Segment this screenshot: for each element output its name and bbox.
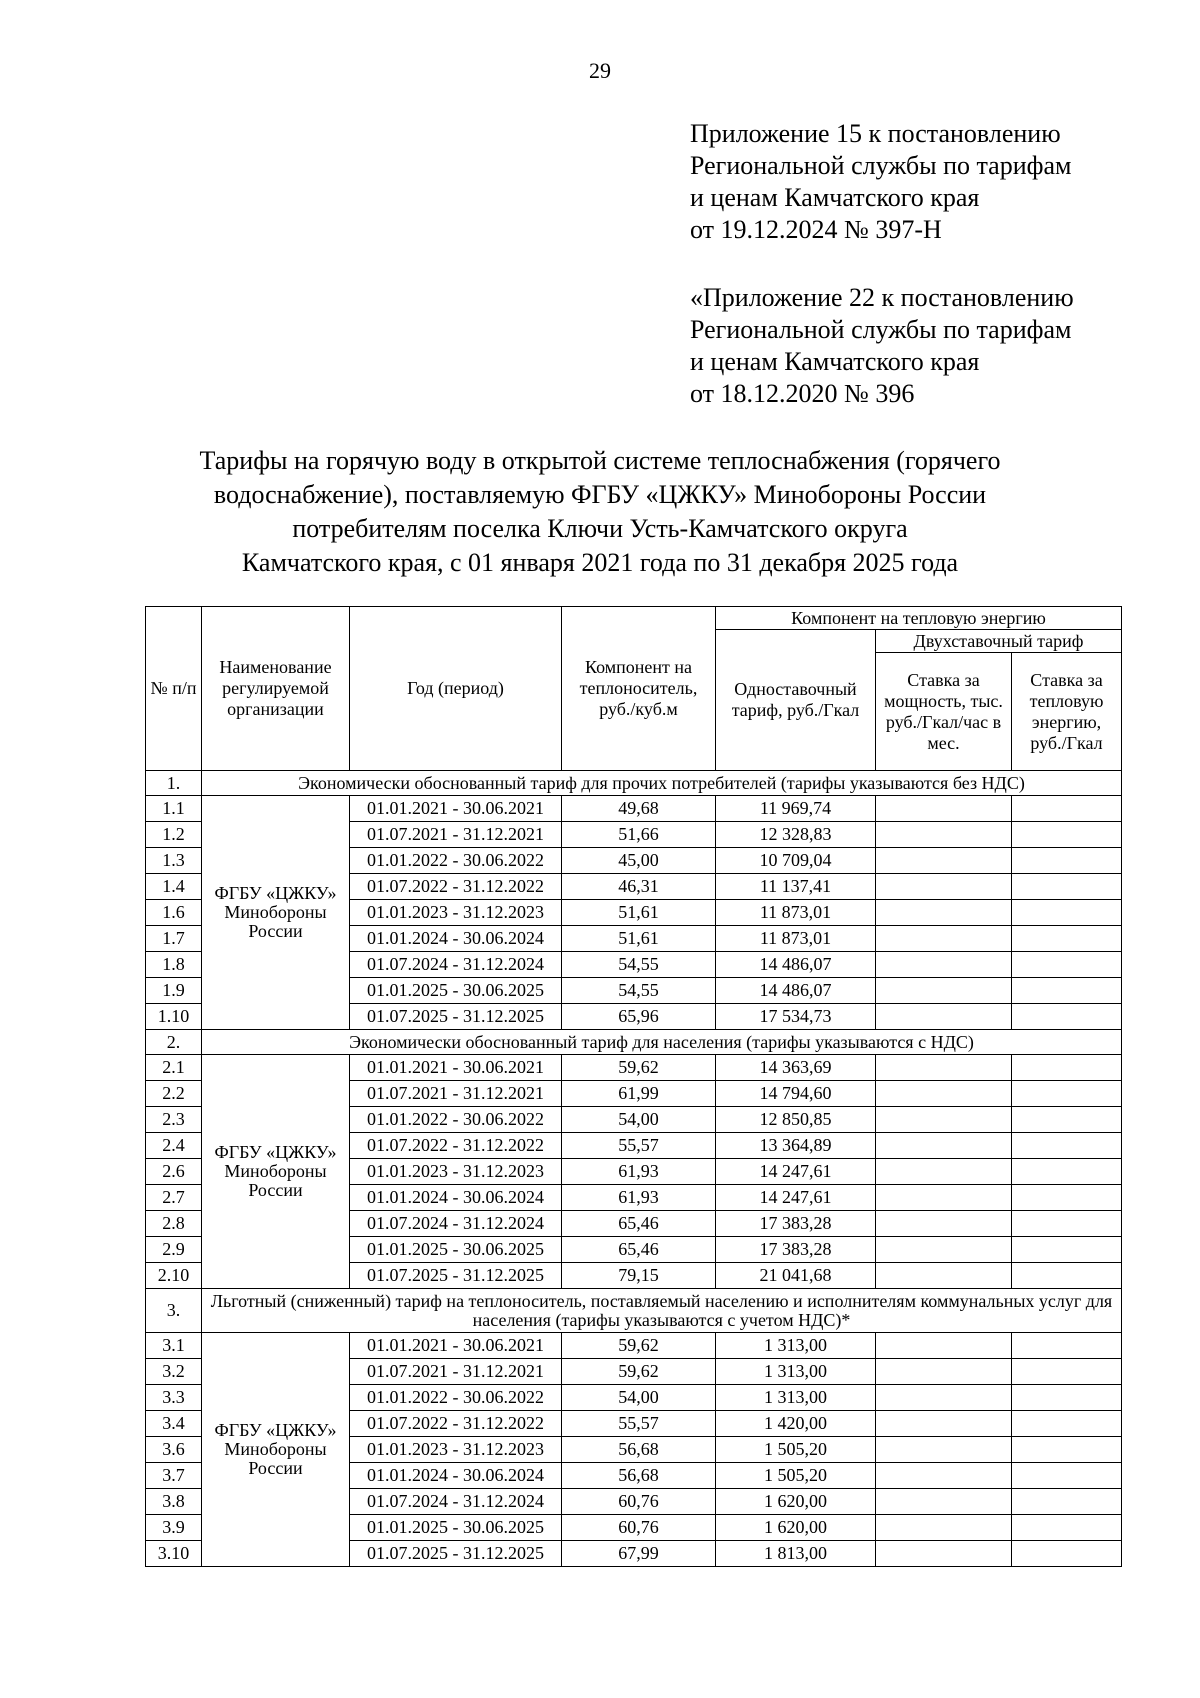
row-period: 01.01.2022 - 30.06.2022: [350, 848, 562, 874]
row-single-rate: 1 620,00: [716, 1489, 876, 1515]
row-carrier-component: 59,62: [562, 1359, 716, 1385]
row-single-rate: 14 794,60: [716, 1081, 876, 1107]
row-carrier-component: 61,93: [562, 1159, 716, 1185]
row-capacity-rate: [876, 1237, 1012, 1263]
row-capacity-rate: [876, 1489, 1012, 1515]
appendix-current-line: Приложение 15 к постановлению: [690, 119, 1061, 148]
row-carrier-component: 59,62: [562, 1055, 716, 1081]
row-capacity-rate: [876, 1185, 1012, 1211]
row-carrier-component: 54,55: [562, 978, 716, 1004]
row-capacity-rate: [876, 1211, 1012, 1237]
row-single-rate: 1 813,00: [716, 1541, 876, 1567]
row-energy-rate: [1012, 1004, 1122, 1030]
row-carrier-component: 59,62: [562, 1333, 716, 1359]
appendix-original-line: «Приложение 22 к постановлению: [690, 283, 1074, 312]
row-single-rate: 1 313,00: [716, 1359, 876, 1385]
row-period: 01.01.2025 - 30.06.2025: [350, 1237, 562, 1263]
row-single-rate: 1 620,00: [716, 1515, 876, 1541]
header-capacity-rate: Ставка за мощность, тыс. руб./Гкал/час в мес.: [876, 653, 1012, 771]
header-org: Наименование регулируемой организации: [202, 607, 350, 771]
row-period: 01.07.2022 - 31.12.2022: [350, 1411, 562, 1437]
row-carrier-component: 61,93: [562, 1185, 716, 1211]
row-num: 3.3: [146, 1385, 202, 1411]
row-carrier-component: 65,46: [562, 1237, 716, 1263]
row-single-rate: 1 313,00: [716, 1385, 876, 1411]
table-row: [146, 1055, 1122, 1081]
row-energy-rate: [1012, 1437, 1122, 1463]
row-carrier-component: 55,57: [562, 1411, 716, 1437]
row-single-rate: 1 505,20: [716, 1437, 876, 1463]
row-energy-rate: [1012, 1237, 1122, 1263]
row-period: 01.07.2024 - 31.12.2024: [350, 1489, 562, 1515]
row-num: 1.7: [146, 926, 202, 952]
row-single-rate: 1 505,20: [716, 1463, 876, 1489]
row-single-rate: 1 313,00: [716, 1333, 876, 1359]
row-carrier-component: 56,68: [562, 1437, 716, 1463]
document-title: [150, 444, 1050, 580]
row-period: 01.07.2025 - 31.12.2025: [350, 1541, 562, 1567]
appendix-current-line: и ценам Камчатского края: [690, 183, 980, 212]
tariffs-table-body: [146, 607, 1122, 1567]
row-num: 2.7: [146, 1185, 202, 1211]
row-single-rate: 10 709,04: [716, 848, 876, 874]
row-period: 01.01.2025 - 30.06.2025: [350, 978, 562, 1004]
org-name: ФГБУ «ЦЖКУ» Минобороны России: [202, 1055, 350, 1289]
row-energy-rate: [1012, 796, 1122, 822]
row-energy-rate: [1012, 1359, 1122, 1385]
row-num: 1.4: [146, 874, 202, 900]
row-period: 01.01.2023 - 31.12.2023: [350, 1437, 562, 1463]
row-capacity-rate: [876, 1333, 1012, 1359]
row-energy-rate: [1012, 978, 1122, 1004]
row-energy-rate: [1012, 1333, 1122, 1359]
appendix-original-line: от 18.12.2020 № 396: [690, 379, 915, 408]
row-single-rate: 21 041,68: [716, 1263, 876, 1289]
row-period: 01.01.2024 - 30.06.2024: [350, 1185, 562, 1211]
row-capacity-rate: [876, 1541, 1012, 1567]
row-period: 01.01.2024 - 30.06.2024: [350, 926, 562, 952]
row-num: 2.10: [146, 1263, 202, 1289]
row-capacity-rate: [876, 952, 1012, 978]
row-period: 01.07.2025 - 31.12.2025: [350, 1263, 562, 1289]
row-capacity-rate: [876, 1004, 1012, 1030]
row-single-rate: 11 873,01: [716, 900, 876, 926]
title-line: потребителям поселка Ключи Усть-Камчатского округа: [292, 514, 908, 543]
row-carrier-component: 54,55: [562, 952, 716, 978]
row-num: 2.6: [146, 1159, 202, 1185]
appendix-current-line: от 19.12.2024 № 397-Н: [690, 215, 942, 244]
row-capacity-rate: [876, 796, 1012, 822]
section-row: [146, 1289, 1122, 1333]
row-num: 2.1: [146, 1055, 202, 1081]
section-title: Экономически обоснованный тариф для прочих потребителей (тарифы указываются без НДС): [202, 771, 1122, 796]
row-num: 1.6: [146, 900, 202, 926]
appendix-original-line: и ценам Камчатского края: [690, 347, 980, 376]
row-energy-rate: [1012, 1463, 1122, 1489]
row-num: 2.9: [146, 1237, 202, 1263]
section-title: Льготный (сниженный) тариф на теплоноситель, поставляемый населению и исполнителям коммунальных услуг для населения (тарифы указываются с учетом НДС)*: [202, 1289, 1122, 1333]
row-carrier-component: 67,99: [562, 1541, 716, 1567]
row-num: 3.2: [146, 1359, 202, 1385]
row-carrier-component: 79,15: [562, 1263, 716, 1289]
row-capacity-rate: [876, 1463, 1012, 1489]
row-single-rate: 14 247,61: [716, 1185, 876, 1211]
row-capacity-rate: [876, 978, 1012, 1004]
row-capacity-rate: [876, 1107, 1012, 1133]
row-period: 01.01.2023 - 31.12.2023: [350, 900, 562, 926]
row-period: 01.07.2022 - 31.12.2022: [350, 874, 562, 900]
row-energy-rate: [1012, 926, 1122, 952]
row-num: 3.4: [146, 1411, 202, 1437]
row-num: 1.2: [146, 822, 202, 848]
row-capacity-rate: [876, 1055, 1012, 1081]
row-period: 01.01.2024 - 30.06.2024: [350, 1463, 562, 1489]
row-num: 2.4: [146, 1133, 202, 1159]
row-capacity-rate: [876, 1359, 1012, 1385]
row-capacity-rate: [876, 1437, 1012, 1463]
row-energy-rate: [1012, 874, 1122, 900]
title-line: Тарифы на горячую воду в открытой системе теплоснабжения (горячего: [199, 446, 1001, 475]
row-capacity-rate: [876, 1133, 1012, 1159]
row-carrier-component: 49,68: [562, 796, 716, 822]
row-carrier-component: 45,00: [562, 848, 716, 874]
row-single-rate: 17 534,73: [716, 1004, 876, 1030]
row-period: 01.01.2021 - 30.06.2021: [350, 1333, 562, 1359]
header-row: [146, 607, 1122, 630]
row-carrier-component: 65,46: [562, 1211, 716, 1237]
row-carrier-component: 51,61: [562, 900, 716, 926]
row-single-rate: 17 383,28: [716, 1237, 876, 1263]
row-period: 01.07.2022 - 31.12.2022: [350, 1133, 562, 1159]
row-energy-rate: [1012, 900, 1122, 926]
row-single-rate: 14 486,07: [716, 978, 876, 1004]
row-period: 01.01.2023 - 31.12.2023: [350, 1159, 562, 1185]
row-carrier-component: 51,61: [562, 926, 716, 952]
org-name: ФГБУ «ЦЖКУ» Минобороны России: [202, 796, 350, 1030]
row-num: 2.8: [146, 1211, 202, 1237]
row-energy-rate: [1012, 1411, 1122, 1437]
row-num: 3.9: [146, 1515, 202, 1541]
section-num: 3.: [146, 1289, 202, 1333]
title-line: Камчатского края, с 01 января 2021 года по 31 декабря 2025 года: [241, 548, 959, 577]
row-period: 01.01.2022 - 30.06.2022: [350, 1107, 562, 1133]
row-capacity-rate: [876, 900, 1012, 926]
row-carrier-component: 65,96: [562, 1004, 716, 1030]
row-energy-rate: [1012, 1185, 1122, 1211]
row-energy-rate: [1012, 952, 1122, 978]
row-capacity-rate: [876, 874, 1012, 900]
header-two-rate: Двухставочный тариф: [876, 630, 1122, 653]
row-energy-rate: [1012, 1107, 1122, 1133]
title-line: водоснабжение), поставляемую ФГБУ «ЦЖКУ» Минобороны России: [213, 480, 987, 509]
appendix-current-block: [690, 118, 1071, 246]
row-num: 3.1: [146, 1333, 202, 1359]
row-num: 2.3: [146, 1107, 202, 1133]
header-energy-rate: Ставка за тепловую энергию, руб./Гкал: [1012, 653, 1122, 771]
row-single-rate: 1 420,00: [716, 1411, 876, 1437]
row-single-rate: 13 364,89: [716, 1133, 876, 1159]
row-energy-rate: [1012, 1541, 1122, 1567]
row-single-rate: 12 850,85: [716, 1107, 876, 1133]
appendix-original-line: Региональной службы по тарифам: [690, 315, 1072, 344]
row-carrier-component: 56,68: [562, 1463, 716, 1489]
row-num: 3.7: [146, 1463, 202, 1489]
row-capacity-rate: [876, 926, 1012, 952]
row-capacity-rate: [876, 1081, 1012, 1107]
org-name: ФГБУ «ЦЖКУ» Минобороны России: [202, 1333, 350, 1567]
page-number: 29: [589, 58, 611, 83]
row-num: 1.1: [146, 796, 202, 822]
row-single-rate: 12 328,83: [716, 822, 876, 848]
row-period: 01.01.2021 - 30.06.2021: [350, 796, 562, 822]
row-capacity-rate: [876, 822, 1012, 848]
section-row: [146, 1030, 1122, 1055]
row-capacity-rate: [876, 1263, 1012, 1289]
row-single-rate: 11 969,74: [716, 796, 876, 822]
row-single-rate: 11 873,01: [716, 926, 876, 952]
table-row: [146, 1333, 1122, 1359]
row-single-rate: 14 363,69: [716, 1055, 876, 1081]
row-carrier-component: 60,76: [562, 1489, 716, 1515]
row-capacity-rate: [876, 1159, 1012, 1185]
row-energy-rate: [1012, 822, 1122, 848]
row-num: 1.9: [146, 978, 202, 1004]
row-capacity-rate: [876, 848, 1012, 874]
header-carrier: Компонент на теплоноситель, руб./куб.м: [562, 607, 716, 771]
row-carrier-component: 54,00: [562, 1107, 716, 1133]
row-num: 1.10: [146, 1004, 202, 1030]
row-single-rate: 14 486,07: [716, 952, 876, 978]
row-num: 3.6: [146, 1437, 202, 1463]
row-single-rate: 17 383,28: [716, 1211, 876, 1237]
row-period: 01.07.2024 - 31.12.2024: [350, 952, 562, 978]
section-row: [146, 771, 1122, 796]
row-num: 2.2: [146, 1081, 202, 1107]
row-num: 3.10: [146, 1541, 202, 1567]
row-period: 01.07.2021 - 31.12.2021: [350, 822, 562, 848]
row-carrier-component: 61,99: [562, 1081, 716, 1107]
appendix-current-line: Региональной службы по тарифам: [690, 151, 1072, 180]
row-period: 01.07.2025 - 31.12.2025: [350, 1004, 562, 1030]
row-energy-rate: [1012, 1489, 1122, 1515]
row-period: 01.01.2022 - 30.06.2022: [350, 1385, 562, 1411]
section-num: 2.: [146, 1030, 202, 1055]
row-period: 01.01.2025 - 30.06.2025: [350, 1515, 562, 1541]
row-energy-rate: [1012, 1133, 1122, 1159]
row-capacity-rate: [876, 1515, 1012, 1541]
header-period: Год (период): [350, 607, 562, 771]
row-energy-rate: [1012, 1515, 1122, 1541]
row-capacity-rate: [876, 1411, 1012, 1437]
header-heat-group: Компонент на тепловую энергию: [716, 607, 1122, 630]
header-num: № п/п: [146, 607, 202, 771]
row-carrier-component: 55,57: [562, 1133, 716, 1159]
row-carrier-component: 46,31: [562, 874, 716, 900]
row-energy-rate: [1012, 1081, 1122, 1107]
row-period: 01.07.2021 - 31.12.2021: [350, 1081, 562, 1107]
row-energy-rate: [1012, 1159, 1122, 1185]
tariffs-table: [145, 606, 1122, 1567]
row-carrier-component: 54,00: [562, 1385, 716, 1411]
row-energy-rate: [1012, 1055, 1122, 1081]
section-num: 1.: [146, 771, 202, 796]
section-title: Экономически обоснованный тариф для населения (тарифы указываются с НДС): [202, 1030, 1122, 1055]
appendix-original-block: [690, 282, 1074, 410]
row-single-rate: 11 137,41: [716, 874, 876, 900]
row-num: 1.8: [146, 952, 202, 978]
row-energy-rate: [1012, 848, 1122, 874]
row-energy-rate: [1012, 1385, 1122, 1411]
row-capacity-rate: [876, 1385, 1012, 1411]
row-period: 01.07.2024 - 31.12.2024: [350, 1211, 562, 1237]
row-period: 01.01.2021 - 30.06.2021: [350, 1055, 562, 1081]
table-row: [146, 796, 1122, 822]
row-num: 1.3: [146, 848, 202, 874]
row-carrier-component: 60,76: [562, 1515, 716, 1541]
header-single-rate: Одноставочный тариф, руб./Гкал: [716, 630, 876, 771]
row-num: 3.8: [146, 1489, 202, 1515]
row-energy-rate: [1012, 1263, 1122, 1289]
row-energy-rate: [1012, 1211, 1122, 1237]
row-single-rate: 14 247,61: [716, 1159, 876, 1185]
row-carrier-component: 51,66: [562, 822, 716, 848]
row-period: 01.07.2021 - 31.12.2021: [350, 1359, 562, 1385]
